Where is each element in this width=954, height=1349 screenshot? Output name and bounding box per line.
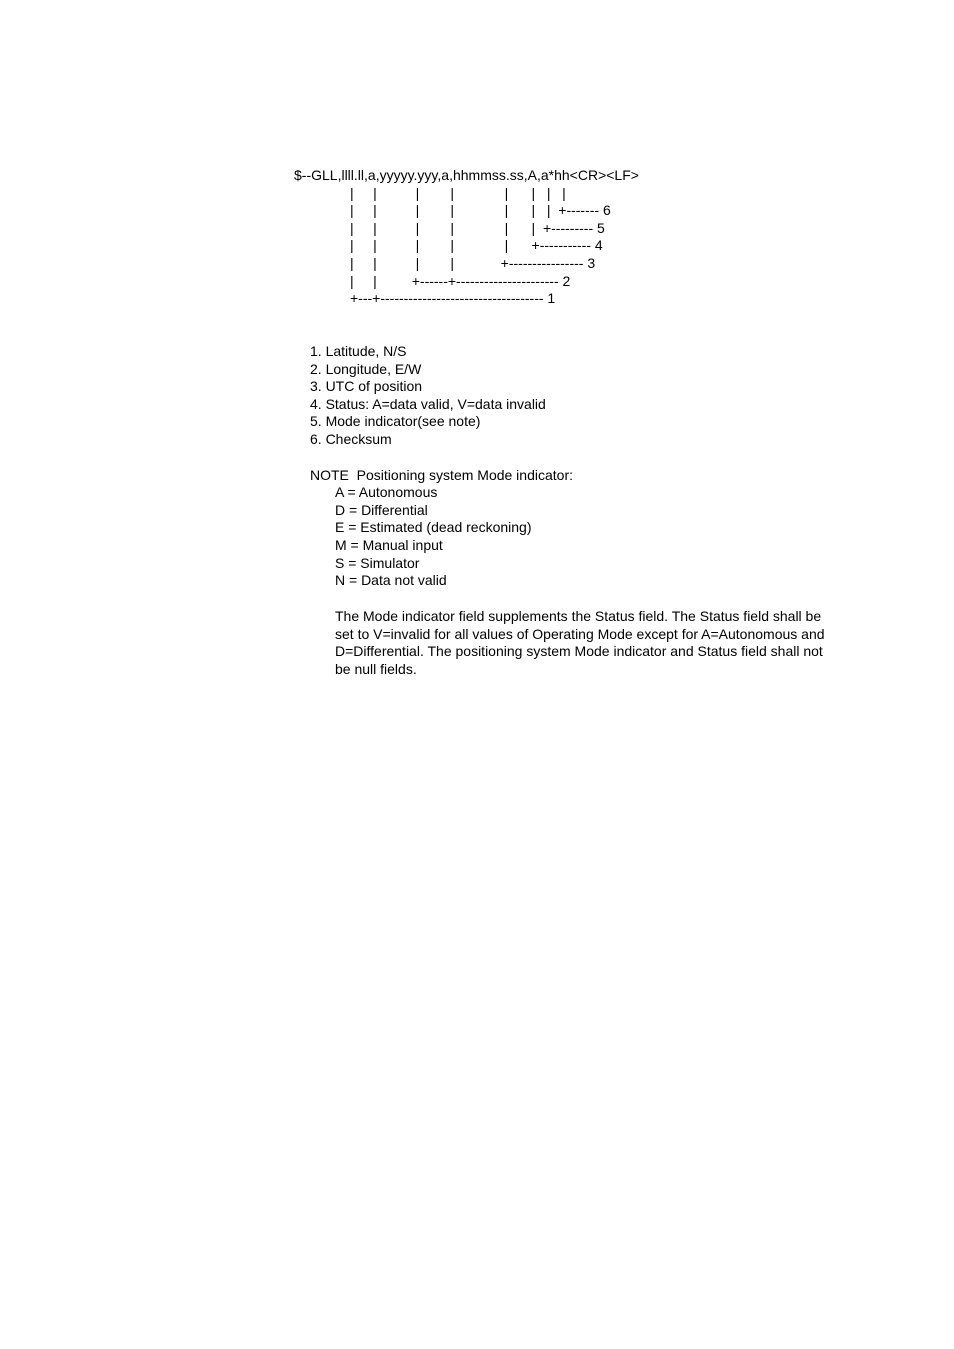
- list-item: 2. Longitude, E/W: [310, 360, 422, 377]
- diagram-line: | | +------+---------------------- 2: [350, 273, 571, 289]
- list-item: E = Estimated (dead reckoning): [335, 519, 532, 536]
- diagram-line: | | | | | | | +------- 6: [350, 202, 611, 218]
- paragraph-line: The Mode indicator field supplements the Status field. The Status field shall be: [335, 608, 822, 624]
- list-item: A = Autonomous: [335, 484, 438, 500]
- mode-list: [335, 484, 532, 590]
- list-item: 5. Mode indicator(see note): [310, 413, 481, 430]
- paragraph-line: set to V=invalid for all values of Operating Mode except for A=Autonomous and: [335, 625, 825, 642]
- list-item: 4. Status: A=data valid, V=data invalid: [310, 395, 546, 412]
- list-item: M = Manual input: [335, 537, 443, 554]
- paragraph-line: be null fields.: [335, 661, 417, 678]
- diagram-line: | | | | | | +--------- 5: [350, 220, 605, 236]
- list-item: 3. UTC of position: [310, 378, 423, 395]
- list-item: D = Differential: [335, 501, 428, 518]
- diagram-line: +---+----------------------------------- 1: [350, 290, 556, 306]
- list-item: 1. Latitude, N/S: [310, 343, 407, 359]
- diagram-line: | | | | | | | |: [350, 185, 566, 201]
- diagram-line: | | | | | +----------- 4: [350, 237, 603, 253]
- field-list: [310, 343, 546, 449]
- list-item: N = Data not valid: [335, 572, 447, 589]
- paragraph-line: D=Differential. The positioning system Mode indicator and Status field shall not: [335, 643, 823, 660]
- note-paragraph: [335, 608, 855, 679]
- list-item: 6. Checksum: [310, 430, 392, 447]
- note-heading: NOTE Positioning system Mode indicator:: [310, 467, 573, 483]
- sentence-format: $--GLL,llll.ll,a,yyyyy.yyy,a,hhmmss.ss,A,a*hh<CR><LF>: [294, 167, 639, 183]
- list-item: S = Simulator: [335, 554, 420, 571]
- diagram-line: | | | | +---------------- 3: [350, 255, 596, 271]
